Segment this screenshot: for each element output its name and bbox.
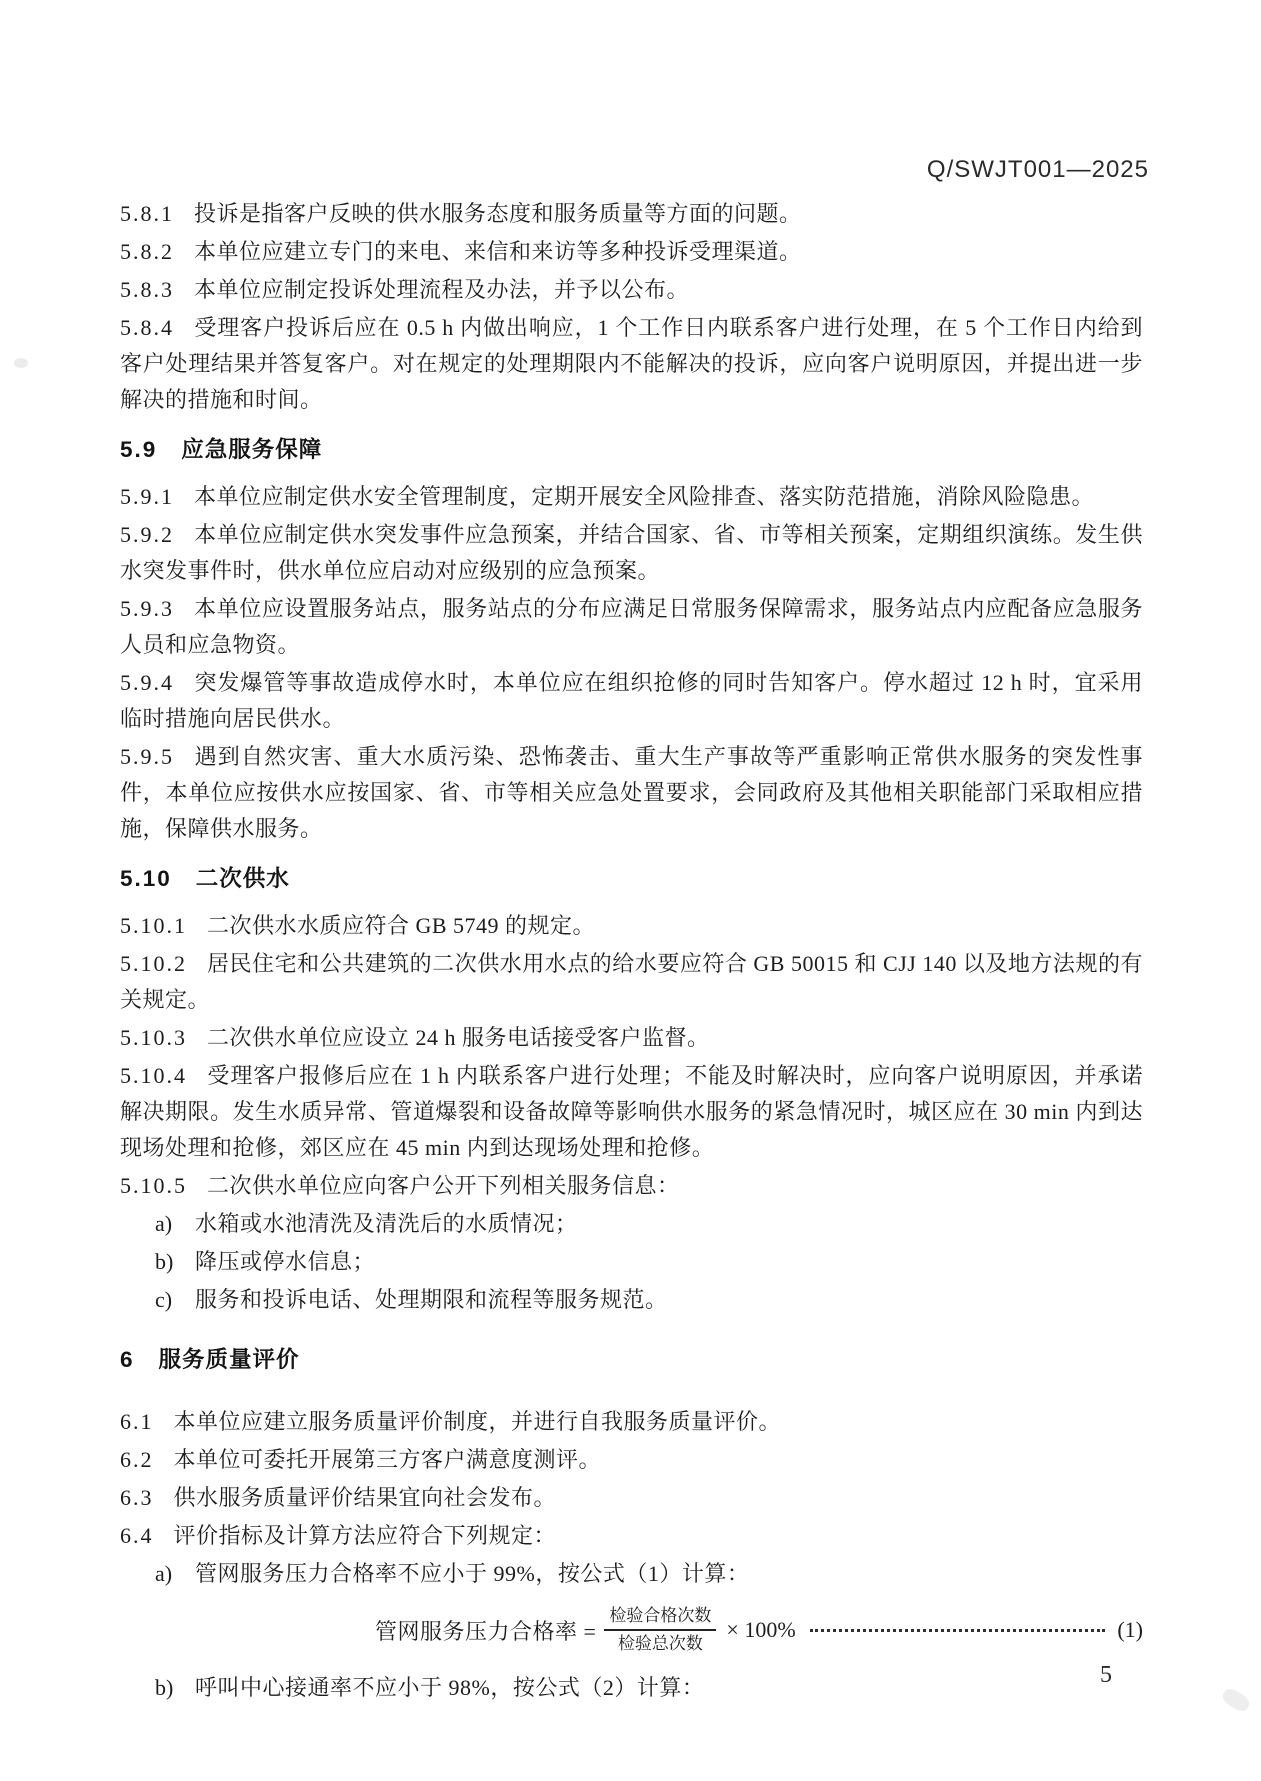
clause-text: 居民住宅和公共建筑的二次供水用水点的给水要应符合 GB 50015 和 CJJ 140 以及地方法规的有关规定。 <box>120 951 1143 1012</box>
heading-title: 服务质量评价 <box>158 1347 300 1372</box>
clause-number: 5.10.4 <box>120 1063 187 1088</box>
clause-number: 5.9.3 <box>120 596 174 621</box>
formula-1 <box>120 1604 1143 1656</box>
clause-5.10.4 <box>120 1058 1143 1166</box>
section-heading-5.9 <box>120 432 1143 468</box>
clause-5.9.3 <box>120 591 1143 663</box>
formula-lhs: 管网服务压力合格率 = <box>375 1618 597 1644</box>
list-text: 服务和投诉电话、处理期限和流程等服务规范。 <box>195 1287 668 1312</box>
list-text: 管网服务压力合格率不应小于 99%，按公式（1）计算： <box>195 1561 750 1586</box>
clause-5.10.1 <box>120 908 1143 944</box>
list-marker: a) <box>155 1561 173 1586</box>
clause-5.10.2 <box>120 946 1143 1018</box>
clause-6.2 <box>120 1442 1143 1478</box>
list-item-b <box>120 1670 1143 1706</box>
formula-denominator: 检验总次数 <box>617 1634 703 1653</box>
clause-text: 二次供水水质应符合 GB 5749 的规定。 <box>207 913 596 938</box>
clause-text: 本单位应制定供水安全管理制度，定期开展安全风险排查、落实防范措施，消除风险隐患。 <box>194 484 1095 509</box>
clause-number: 6.2 <box>120 1447 154 1472</box>
formula-multiplier: × 100% <box>726 1617 796 1642</box>
page-number: 5 <box>1100 1662 1112 1688</box>
clause-number: 6.1 <box>120 1409 154 1434</box>
clause-text: 本单位应建立专门的来电、来信和来访等多种投诉受理渠道。 <box>194 239 802 264</box>
list-text: 水箱或水池清洗及清洗后的水质情况； <box>195 1211 578 1236</box>
list-item-c <box>120 1282 1143 1318</box>
dotted-leader <box>810 1629 1106 1632</box>
clause-text: 二次供水单位应向客户公开下列相关服务信息： <box>207 1173 680 1198</box>
clause-6.4 <box>120 1518 1143 1554</box>
section-heading-5.10 <box>120 861 1143 897</box>
clause-5.9.2 <box>120 517 1143 589</box>
clause-text: 本单位应建立服务质量评价制度，并进行自我服务质量评价。 <box>173 1409 782 1434</box>
heading-number: 5.9 <box>120 437 158 462</box>
list-marker: b) <box>155 1249 174 1274</box>
clause-5.8.1 <box>120 196 1143 232</box>
clause-5.9.5 <box>120 739 1143 847</box>
document-header <box>120 156 1149 184</box>
clause-text: 突发爆管等事故造成停水时，本单位应在组织抢修的同时告知客户。停水超过 12 h 时，宜采用临时措施向居民供水。 <box>120 670 1143 731</box>
clause-5.10.5 <box>120 1168 1143 1204</box>
clause-text: 遇到自然灾害、重大水质污染、恐怖袭击、重大生产事故等严重影响正常供水服务的突发性事件，本单位应按供水应按国家、省、市等相关应急处置要求，会同政府及其他相关职能部门采取相应措施，保障供水服务。 <box>120 744 1143 841</box>
clause-number: 5.9.4 <box>120 670 174 695</box>
clause-text: 本单位应制定供水突发事件应急预案，并结合国家、省、市等相关预案，定期组织演练。发生供水突发事件时，供水单位应启动对应级别的应急预案。 <box>120 522 1143 583</box>
heading-number: 5.10 <box>120 866 172 891</box>
clause-number: 5.10.1 <box>120 913 187 938</box>
clause-text: 受理客户报修后应在 1 h 内联系客户进行处理；不能及时解决时，应向客户说明原因，并承诺解决期限。发生水质异常、管道爆裂和设备故障等影响供水服务的紧急情况时，城区应在 30 min 内到达现场处理和抢修，郊区应在 45 min 内到达现场处理和抢修。 <box>120 1063 1143 1160</box>
clause-5.8.4 <box>120 310 1143 418</box>
heading-number: 6 <box>120 1347 135 1372</box>
clause-number: 5.9.5 <box>120 744 174 769</box>
clause-number: 6.4 <box>120 1523 154 1548</box>
heading-title: 二次供水 <box>195 866 290 891</box>
clause-number: 6.3 <box>120 1485 154 1510</box>
clause-6.1 <box>120 1404 1143 1440</box>
document-body <box>120 196 1143 1708</box>
clause-text: 供水服务质量评价结果宜向社会发布。 <box>173 1485 557 1510</box>
formula-numerator: 检验合格次数 <box>604 1604 716 1631</box>
list-text: 降压或停水信息； <box>195 1249 376 1274</box>
clause-text: 本单位应制定投诉处理流程及办法，并予以公布。 <box>194 277 690 302</box>
clause-text: 投诉是指客户反映的供水服务态度和服务质量等方面的问题。 <box>194 201 802 226</box>
list-text: 呼叫中心接通率不应小于 98%，按公式（2）计算： <box>195 1675 705 1700</box>
clause-5.8.3 <box>120 272 1143 308</box>
scan-artifact <box>1220 1686 1252 1714</box>
list-marker: c) <box>155 1287 173 1312</box>
list-marker: b) <box>155 1675 174 1700</box>
section-heading-6 <box>120 1342 1143 1378</box>
list-item-a <box>120 1556 1143 1592</box>
formula-fraction <box>604 1604 716 1656</box>
list-item-a <box>120 1206 1143 1242</box>
equation-number: (1) <box>1117 1617 1143 1642</box>
clause-text: 二次供水单位应设立 24 h 服务电话接受客户监督。 <box>207 1025 710 1050</box>
heading-title: 应急服务保障 <box>181 437 323 462</box>
list-item-b <box>120 1244 1143 1280</box>
clause-5.8.2 <box>120 234 1143 270</box>
clause-number: 5.10.3 <box>120 1025 187 1050</box>
clause-number: 5.8.4 <box>120 315 174 340</box>
clause-number: 5.10.5 <box>120 1173 187 1198</box>
clause-5.10.3 <box>120 1020 1143 1056</box>
standard-number: Q/SWJT001—2025 <box>926 156 1149 183</box>
scan-artifact <box>14 358 28 368</box>
clause-5.9.1 <box>120 479 1143 515</box>
clause-text: 本单位可委托开展第三方客户满意度测评。 <box>173 1447 602 1472</box>
clause-number: 5.9.1 <box>120 484 174 509</box>
clause-number: 5.8.3 <box>120 277 174 302</box>
clause-text: 受理客户投诉后应在 0.5 h 内做出响应，1 个工作日内联系客户进行处理，在 5 个工作日内给到客户处理结果并答复客户。对在规定的处理期限内不能解决的投诉，应向客户说明原因，并提出进一步解决的措施和时间。 <box>120 315 1143 412</box>
list-marker: a) <box>155 1211 173 1236</box>
clause-number: 5.8.1 <box>120 201 174 226</box>
clause-number: 5.10.2 <box>120 951 187 976</box>
clause-6.3 <box>120 1480 1143 1516</box>
clause-number: 5.8.2 <box>120 239 174 264</box>
clause-number: 5.9.2 <box>120 522 174 547</box>
clause-text: 评价指标及计算方法应符合下列规定： <box>173 1523 557 1548</box>
clause-text: 本单位应设置服务站点，服务站点的分布应满足日常服务保障需求，服务站点内应配备应急服务人员和应急物资。 <box>120 596 1143 657</box>
clause-5.9.4 <box>120 665 1143 737</box>
